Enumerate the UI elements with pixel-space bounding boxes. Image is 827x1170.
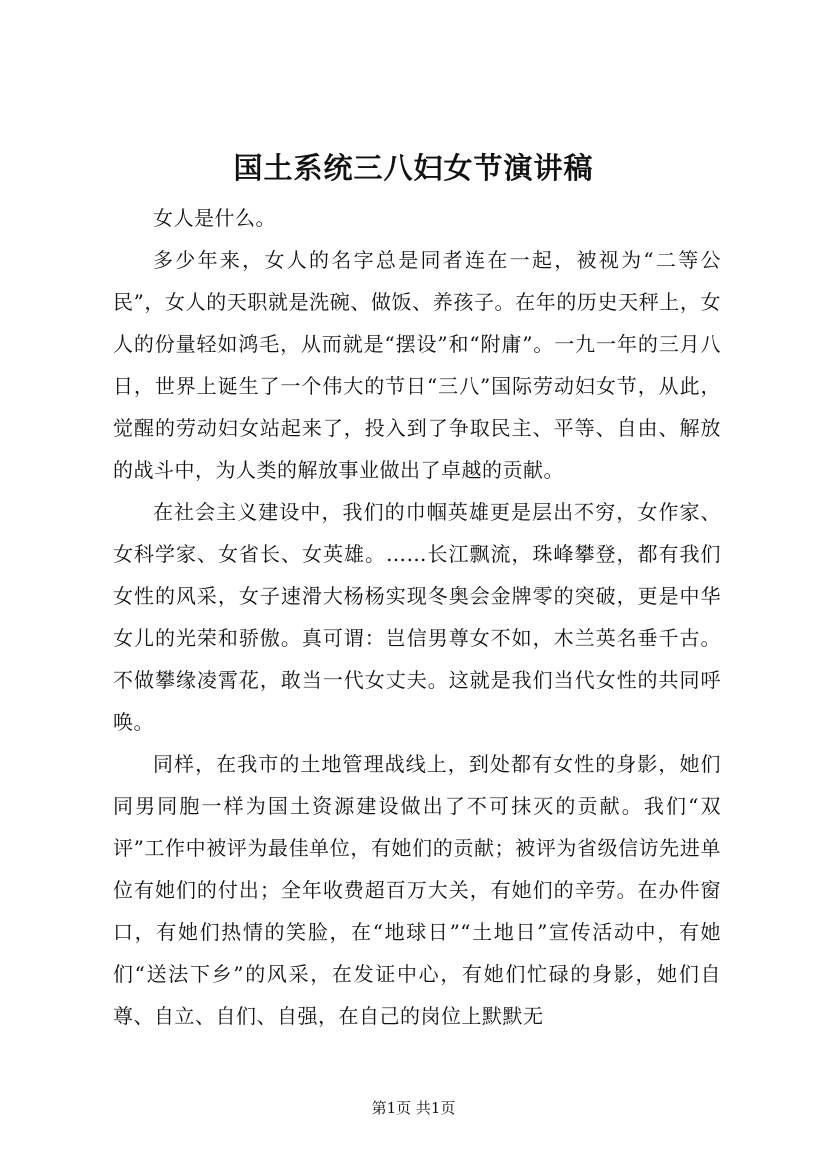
document-body: [113, 197, 721, 1037]
paragraph: 多少年来，女人的名字总是同者连在一起，被视为“二等公民”，女人的天职就是洗碗、做饭、养孩子。在年的历史天秤上，女人的份量轻如鸿毛，从而就是“摆设”和“附庸”。一九一年的三月八日，世界上诞生了一个伟大的节日“三八”国际劳动妇女节，从此，觉醒的劳动妇女站起来了，投入到了争取民主、平等、自由、解放的战斗中，为人类的解放事业做出了卓越的贡献。: [113, 248, 721, 482]
document-title: 国土系统三八妇女节演讲稿: [233, 151, 594, 185]
paragraph: 女人是什么。: [153, 206, 276, 230]
paragraph: 在社会主义建设中，我们的巾帼英雄更是层出不穷，女作家、女科学家、女省长、女英雄。……长江飘流，珠峰攀登，都有我们女性的风采，女子速滑大杨杨实现冬奥会金牌零的突破，更是中华女儿的光荣和骄傲。真可谓：岂信男尊女不如，木兰英名垂千古。不做攀缘凌霄花，敢当一代女丈夫。这就是我们当代女性的共同呼唤。: [113, 500, 721, 734]
page-number-footer: 第1页 共1页: [371, 1099, 456, 1117]
paragraph: 同样，在我市的土地管理战线上，到处都有女性的身影，她们同男同胞一样为国土资源建设做出了不可抹灭的贡献。我们“双评”工作中被评为最佳单位，有她们的贡献；被评为省级信访先进单位有她们的付出；全年收费超百万大关，有她们的辛劳。在办件窗口，有她们热情的笑脸，在“地球日”“土地日”宣传活动中，有她们“送法下乡”的风采，在发证中心，有她们忙碌的身影，她们自尊、自立、自们、自强，在自己的岗位上默默无: [113, 752, 721, 1028]
